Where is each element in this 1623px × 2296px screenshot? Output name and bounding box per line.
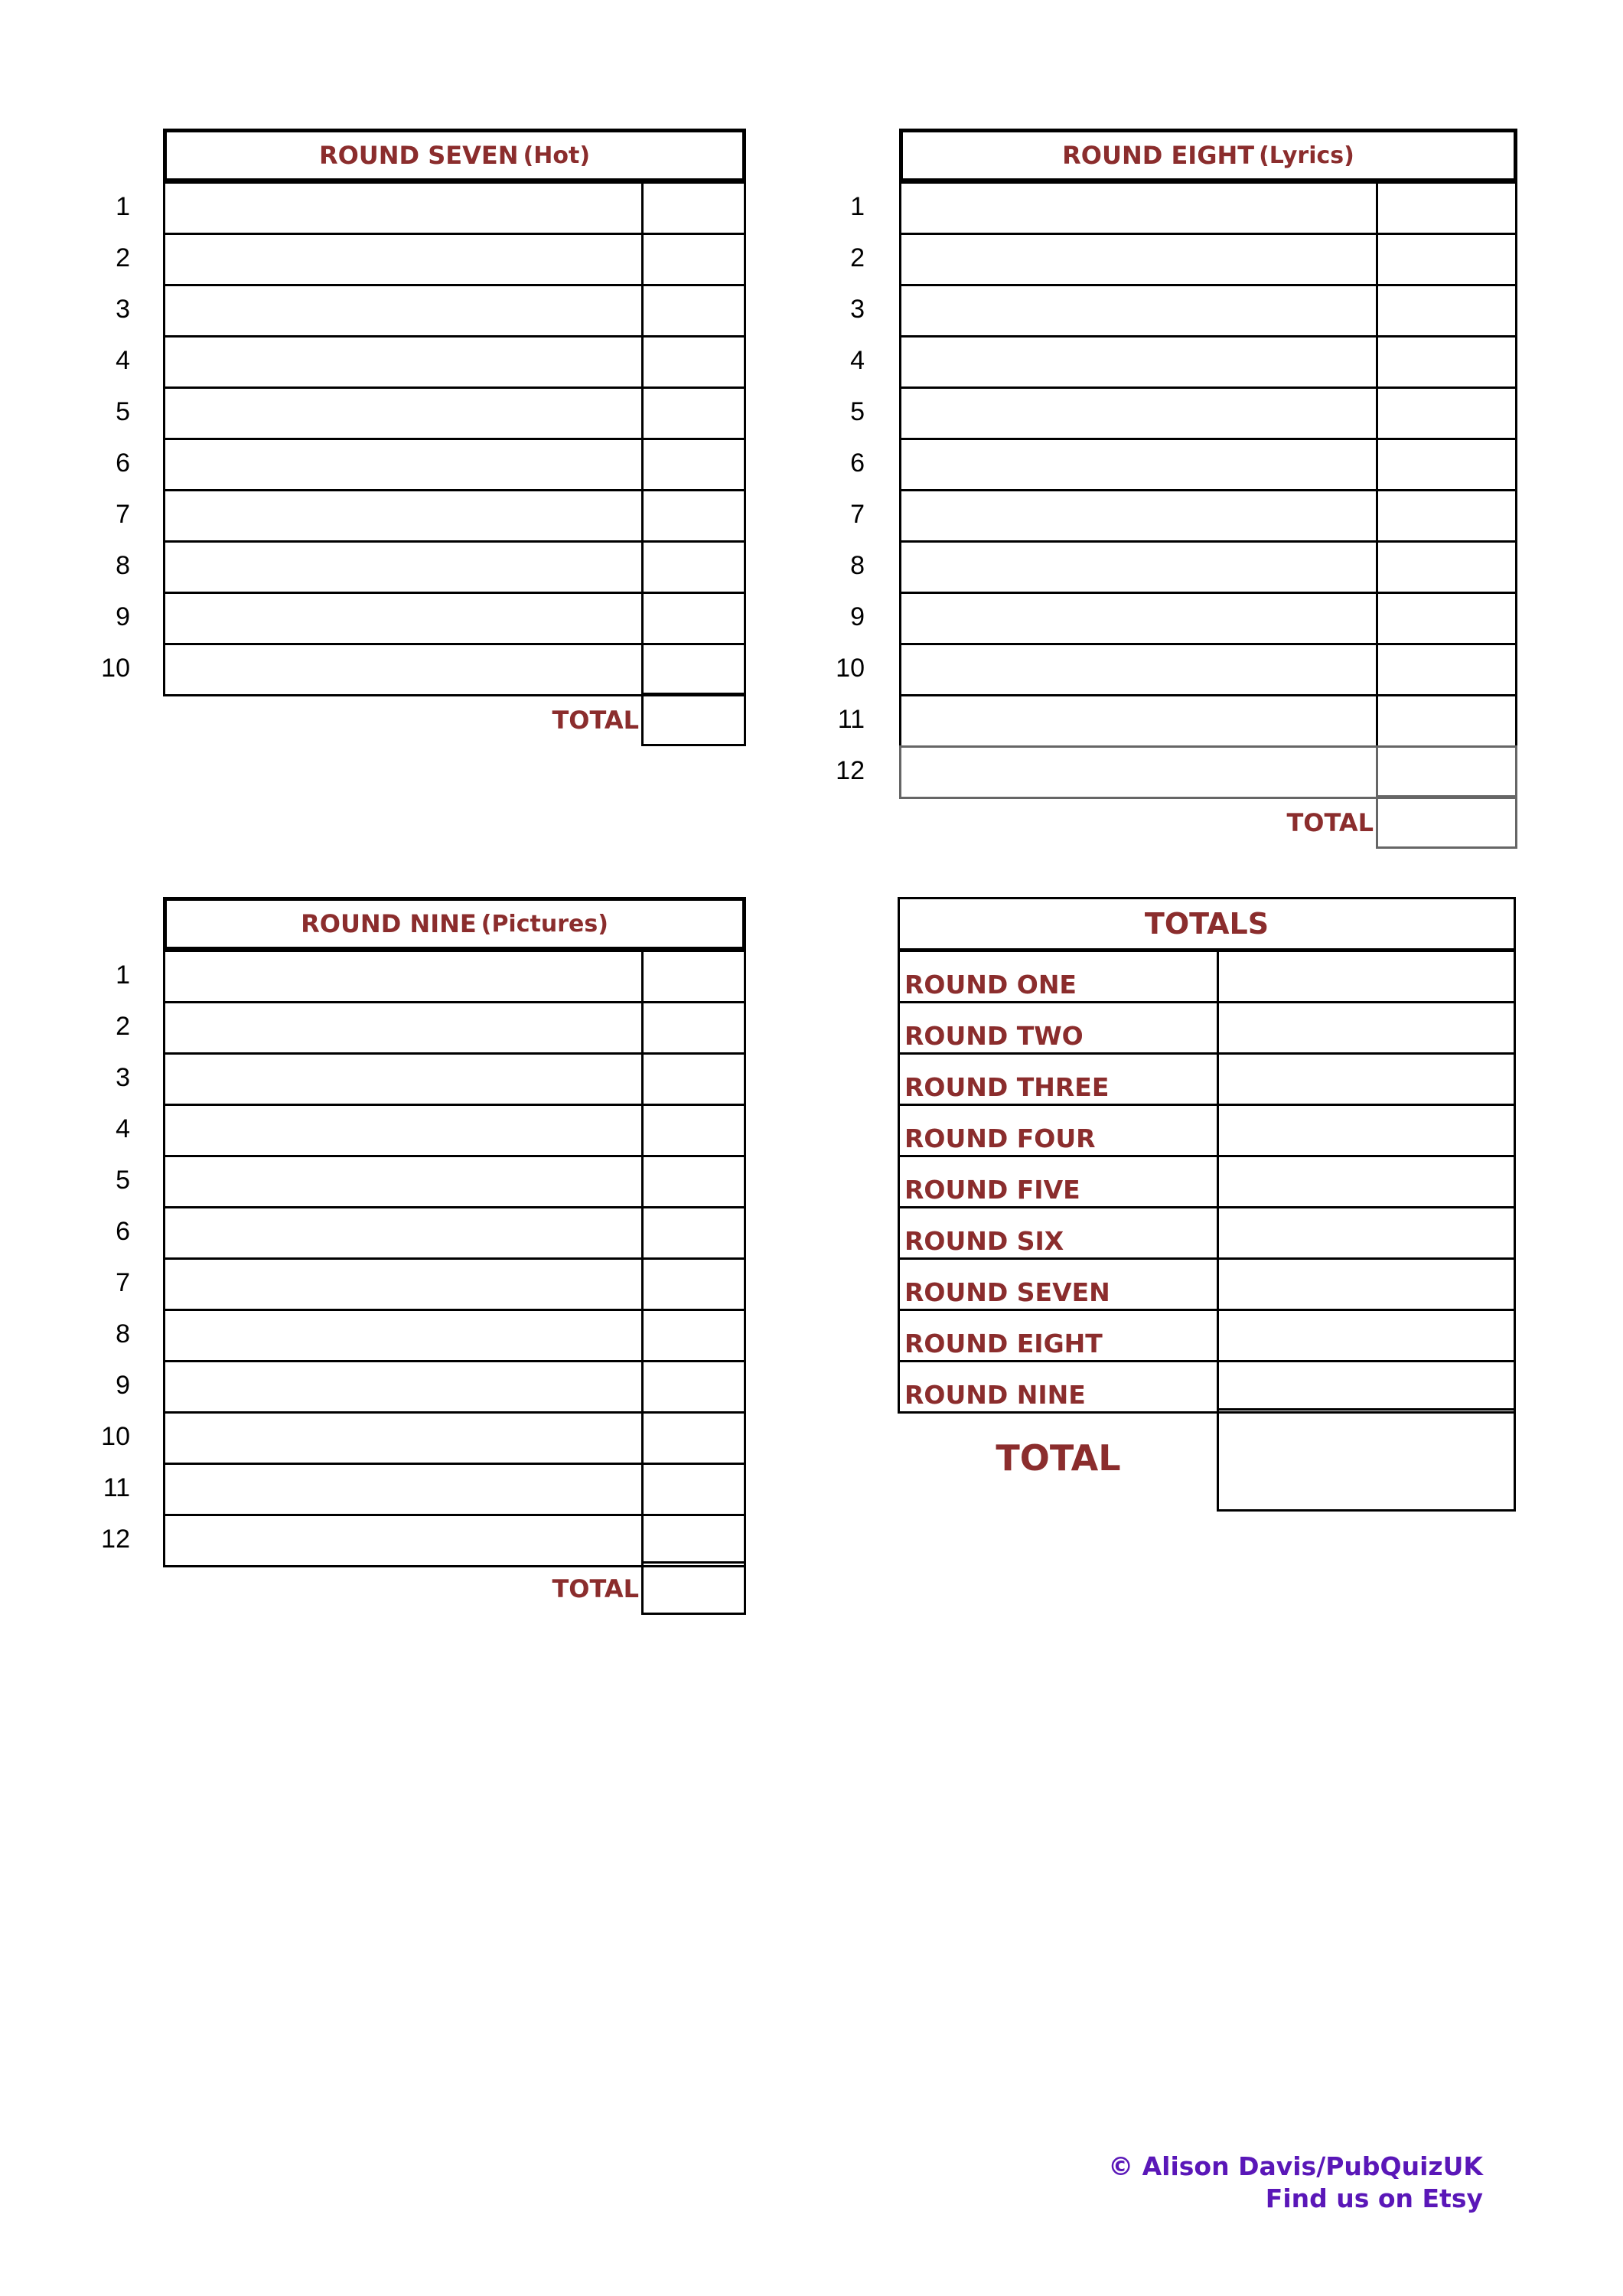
round-nine-row-number: 7 — [116, 1268, 130, 1297]
totals-round-score[interactable] — [1217, 950, 1516, 1003]
round-seven-row-number: 10 — [101, 654, 130, 683]
totals-round-label: ROUND SIX — [898, 1206, 1219, 1260]
round-nine-row-number: 11 — [103, 1473, 130, 1502]
round-seven-score-cell[interactable] — [641, 643, 746, 696]
round-seven-answer-cell[interactable] — [163, 335, 644, 389]
round-seven-title-text: ROUND SEVEN — [318, 141, 519, 170]
round-seven-total-label: TOTAL — [552, 706, 639, 735]
round-eight-answer-cell[interactable] — [899, 745, 1378, 799]
round-seven-answer-cell[interactable] — [163, 386, 644, 440]
round-nine-title-text: ROUND NINE — [301, 909, 477, 938]
round-eight-answer-cell[interactable] — [899, 643, 1378, 696]
round-eight-row-number: 8 — [850, 551, 865, 580]
round-seven-score-cell[interactable] — [641, 489, 746, 543]
round-seven-row-number: 7 — [116, 500, 130, 529]
round-eight-score-cell[interactable] — [1376, 643, 1517, 696]
round-seven-score-cell[interactable] — [641, 181, 746, 235]
round-nine-answer-cell[interactable] — [163, 1514, 644, 1567]
round-nine-answer-cell[interactable] — [163, 1052, 644, 1106]
round-nine-total-box[interactable] — [641, 1561, 746, 1615]
round-nine-row-number: 9 — [116, 1371, 130, 1400]
round-seven-subtitle: (Hot) — [523, 142, 591, 169]
round-eight-score-cell[interactable] — [1376, 386, 1517, 440]
round-nine-answer-cell[interactable] — [163, 950, 644, 1003]
round-eight-answer-cell[interactable] — [899, 489, 1378, 543]
round-nine-answer-cell[interactable] — [163, 1104, 644, 1157]
round-eight-row-number: 3 — [850, 295, 865, 324]
round-seven-row-number: 4 — [116, 346, 130, 375]
round-eight-title-text: ROUND EIGHT — [1062, 141, 1255, 170]
round-seven-row-number: 5 — [116, 397, 130, 426]
round-seven-answer-cell[interactable] — [163, 489, 644, 543]
round-nine-row-number: 8 — [116, 1319, 130, 1349]
round-eight-answer-cell[interactable] — [899, 233, 1378, 286]
round-eight-row-number: 4 — [850, 346, 865, 375]
round-seven-score-cell[interactable] — [641, 386, 746, 440]
round-seven-row-number: 9 — [116, 602, 130, 631]
round-nine-answer-cell[interactable] — [163, 1206, 644, 1260]
round-eight-score-cell[interactable] — [1376, 694, 1517, 748]
round-eight-row-number: 5 — [850, 397, 865, 426]
round-nine-score-cell[interactable] — [641, 1052, 746, 1106]
round-nine-score-cell[interactable] — [641, 1155, 746, 1208]
round-seven-answer-cell[interactable] — [163, 233, 644, 286]
round-seven-answer-cell[interactable] — [163, 181, 644, 235]
round-eight-score-cell[interactable] — [1376, 284, 1517, 338]
totals-round-label: ROUND TWO — [898, 1001, 1219, 1055]
round-seven-answer-cell[interactable] — [163, 643, 644, 696]
totals-round-label: ROUND FIVE — [898, 1155, 1219, 1208]
round-seven-answer-cell[interactable] — [163, 592, 644, 645]
round-eight-title — [899, 129, 1517, 182]
totals-round-score[interactable] — [1217, 1052, 1516, 1106]
round-eight-row-number: 6 — [850, 448, 865, 478]
round-seven-row-number: 8 — [116, 551, 130, 580]
round-eight-row-number: 7 — [850, 500, 865, 529]
totals-round-score[interactable] — [1217, 1309, 1516, 1362]
round-eight-score-cell[interactable] — [1376, 489, 1517, 543]
round-seven-total-box[interactable] — [641, 693, 746, 746]
credit-etsy-link[interactable]: Find us on Etsy — [1265, 2183, 1483, 2213]
round-eight-score-cell[interactable] — [1376, 592, 1517, 645]
round-eight-subtitle: (Lyrics) — [1259, 142, 1354, 169]
round-nine-row-number: 6 — [116, 1217, 130, 1246]
round-seven-row-number: 2 — [116, 243, 130, 272]
round-nine-row-number: 4 — [116, 1114, 130, 1143]
round-eight-row-number: 12 — [836, 756, 865, 785]
totals-heading: TOTALS — [898, 897, 1516, 951]
round-seven-score-cell[interactable] — [641, 540, 746, 594]
round-nine-subtitle: (Pictures) — [481, 910, 608, 938]
round-seven-row-number: 1 — [116, 192, 130, 221]
totals-round-label: ROUND FOUR — [898, 1104, 1219, 1157]
round-nine-score-cell[interactable] — [641, 1411, 746, 1465]
round-eight-answer-cell[interactable] — [899, 694, 1378, 748]
round-eight-score-cell[interactable] — [1376, 181, 1517, 235]
credit-author: © Alison Davis/PubQuizUK — [1108, 2151, 1483, 2181]
grand-total-label: TOTAL — [996, 1437, 1121, 1479]
round-nine-total-label: TOTAL — [552, 1574, 639, 1603]
round-eight-answer-cell[interactable] — [899, 386, 1378, 440]
round-nine-row-number: 2 — [116, 1012, 130, 1041]
grand-total-box[interactable] — [1217, 1408, 1516, 1512]
round-nine-score-cell[interactable] — [641, 1309, 746, 1362]
totals-round-label: ROUND THREE — [898, 1052, 1219, 1106]
round-eight-answer-cell[interactable] — [899, 438, 1378, 491]
totals-round-score[interactable] — [1217, 1001, 1516, 1055]
round-seven-score-cell[interactable] — [641, 233, 746, 286]
round-eight-answer-cell[interactable] — [899, 181, 1378, 235]
round-nine-score-cell[interactable] — [641, 1514, 746, 1567]
round-nine-answer-cell[interactable] — [163, 1001, 644, 1055]
round-nine-answer-cell[interactable] — [163, 1257, 644, 1311]
round-nine-score-cell[interactable] — [641, 1206, 746, 1260]
round-nine-answer-cell[interactable] — [163, 1360, 644, 1414]
round-nine-row-number: 5 — [116, 1166, 130, 1195]
round-nine-score-cell[interactable] — [641, 1463, 746, 1516]
round-eight-answer-cell[interactable] — [899, 284, 1378, 338]
round-seven-answer-cell[interactable] — [163, 438, 644, 491]
round-seven-score-cell[interactable] — [641, 438, 746, 491]
totals-round-score[interactable] — [1217, 1104, 1516, 1157]
round-seven-answer-cell[interactable] — [163, 284, 644, 338]
totals-round-score[interactable] — [1217, 1155, 1516, 1208]
round-seven-row-number: 6 — [116, 448, 130, 478]
totals-round-score[interactable] — [1217, 1257, 1516, 1311]
round-eight-total-label: TOTAL — [1286, 808, 1374, 837]
totals-round-score[interactable] — [1217, 1206, 1516, 1260]
round-eight-score-cell[interactable] — [1376, 335, 1517, 389]
round-seven-row-number: 3 — [116, 295, 130, 324]
round-nine-row-number: 10 — [101, 1422, 130, 1451]
round-eight-row-number: 9 — [850, 602, 865, 631]
round-eight-row-number: 11 — [837, 705, 865, 734]
round-seven-score-cell[interactable] — [641, 592, 746, 645]
round-eight-score-cell[interactable] — [1376, 540, 1517, 594]
round-eight-total-box[interactable] — [1376, 795, 1517, 849]
copyright-credit — [1108, 2151, 1483, 2215]
round-nine-score-cell[interactable] — [641, 1001, 746, 1055]
round-seven-answer-cell[interactable] — [163, 540, 644, 594]
round-nine-answer-cell[interactable] — [163, 1155, 644, 1208]
round-eight-answer-cell[interactable] — [899, 592, 1378, 645]
round-eight-answer-cell[interactable] — [899, 335, 1378, 389]
round-nine-answer-cell[interactable] — [163, 1309, 644, 1362]
round-nine-answer-cell[interactable] — [163, 1463, 644, 1516]
round-seven-score-cell[interactable] — [641, 335, 746, 389]
round-eight-score-cell[interactable] — [1376, 745, 1517, 799]
totals-round-label: ROUND SEVEN — [898, 1257, 1219, 1311]
round-nine-row-number: 12 — [101, 1525, 130, 1554]
round-eight-score-cell[interactable] — [1376, 438, 1517, 491]
round-seven-title — [163, 129, 746, 182]
totals-round-score[interactable] — [1217, 1360, 1516, 1414]
round-nine-row-number: 3 — [116, 1063, 130, 1092]
round-eight-row-number: 10 — [836, 654, 865, 683]
round-nine-score-cell[interactable] — [641, 1104, 746, 1157]
round-eight-row-number: 1 — [850, 192, 865, 221]
round-nine-title — [163, 897, 746, 951]
totals-round-label: ROUND ONE — [898, 950, 1219, 1003]
round-seven-score-cell[interactable] — [641, 284, 746, 338]
round-nine-answer-cell[interactable] — [163, 1411, 644, 1465]
round-nine-score-cell[interactable] — [641, 950, 746, 1003]
totals-round-label: ROUND NINE — [898, 1360, 1219, 1414]
round-nine-score-cell[interactable] — [641, 1257, 746, 1311]
round-nine-row-number: 1 — [116, 960, 130, 990]
round-eight-score-cell[interactable] — [1376, 233, 1517, 286]
round-nine-score-cell[interactable] — [641, 1360, 746, 1414]
round-eight-answer-cell[interactable] — [899, 540, 1378, 594]
round-eight-row-number: 2 — [850, 243, 865, 272]
totals-round-label: ROUND EIGHT — [898, 1309, 1219, 1362]
